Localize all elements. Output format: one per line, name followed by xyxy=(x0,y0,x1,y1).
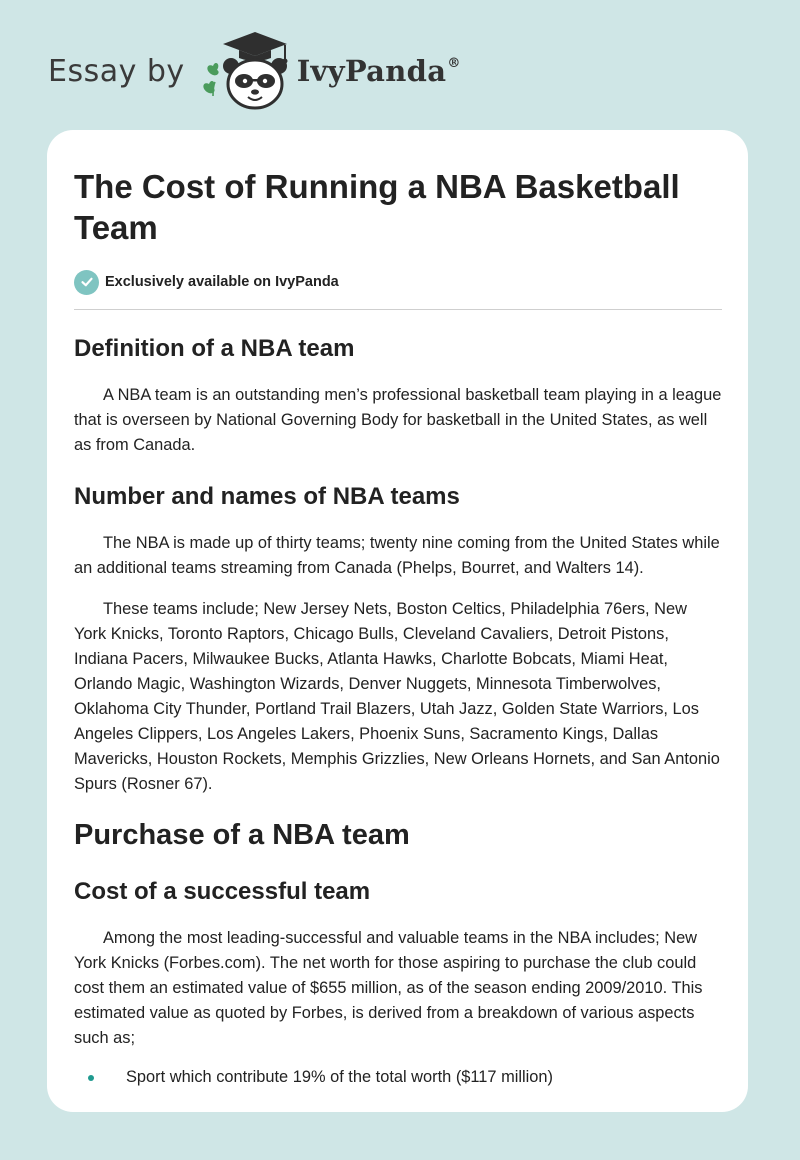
exclusive-badge xyxy=(74,268,722,296)
paragraph: The NBA is made up of thirty teams; twenty nine coming from the United States while an additional teams streaming from Canada (Phelps, Bourret, and Walters 14). xyxy=(74,534,720,577)
cost-breakdown-list xyxy=(74,1065,722,1090)
registered-mark: ® xyxy=(447,56,461,71)
section-heading-number-names: Number and names of NBA teams xyxy=(74,483,460,510)
paragraph: Among the most leading-successful and valuable teams in the NBA includes; New York Knicks (Forbes.com). The net worth for those aspiring to purchase the club could cost them an estimated value of $655 million, as of the season ending 2009/2010. This estimated value as quoted by Forbes, is derived from a breakdown of various aspects such as; xyxy=(74,929,703,1047)
section-heading-cost: Cost of a successful team xyxy=(74,878,371,905)
brand-name xyxy=(297,54,461,88)
brand-text: IvyPanda xyxy=(296,54,447,88)
essay-by-label: Essay by xyxy=(48,53,185,89)
paragraph: A NBA team is an outstanding men’s professional basketball team playing in a league that is overseen by National Governing Body for basketball in the United States, as well as from Canada. xyxy=(74,386,722,454)
title-divider xyxy=(74,309,722,310)
bullet-icon xyxy=(88,1075,94,1081)
paragraph: These teams include; New Jersey Nets, Boston Celtics, Philadelphia 76ers, New York Knicks, Toronto Raptors, Chicago Bulls, Cleveland Cavaliers, Detroit Pistons, Indiana Pacers, Milwaukee Bucks, Atlanta Hawks, Charlotte Bobcats, Miami Heat, Orlando Magic, Washington Wizards, Denver Nuggets, Minnesota Timberwolves, Oklahoma City Thunder, Portland Trail Blazers, Utah Jazz, Golden State Warriors, Los Angeles Clippers, Los Angeles Lakers, Phoenix Suns, Sacramento Kings, Dallas Mavericks, Houston Rockets, Memphis Grizzlies, New Orleans Hornets, and San Antonio Spurs (Rosner 67). xyxy=(74,600,720,793)
section-heading-purchase: Purchase of a NBA team xyxy=(74,819,410,851)
list-item-text: Sport which contribute 19% of the total worth ($117 million) xyxy=(126,1068,553,1086)
article-card xyxy=(47,130,748,1112)
list-item xyxy=(74,1065,722,1090)
exclusive-badge-text: Exclusively available on IvyPanda xyxy=(105,274,339,290)
ivypanda-logo[interactable] xyxy=(201,30,461,112)
section-heading-definition: Definition of a NBA team xyxy=(74,335,355,362)
check-icon xyxy=(74,270,99,295)
site-header xyxy=(48,30,461,112)
panda-logo-icon xyxy=(201,30,293,112)
article-content xyxy=(47,166,748,1090)
article-title: The Cost of Running a NBA Basketball Team xyxy=(74,168,680,246)
